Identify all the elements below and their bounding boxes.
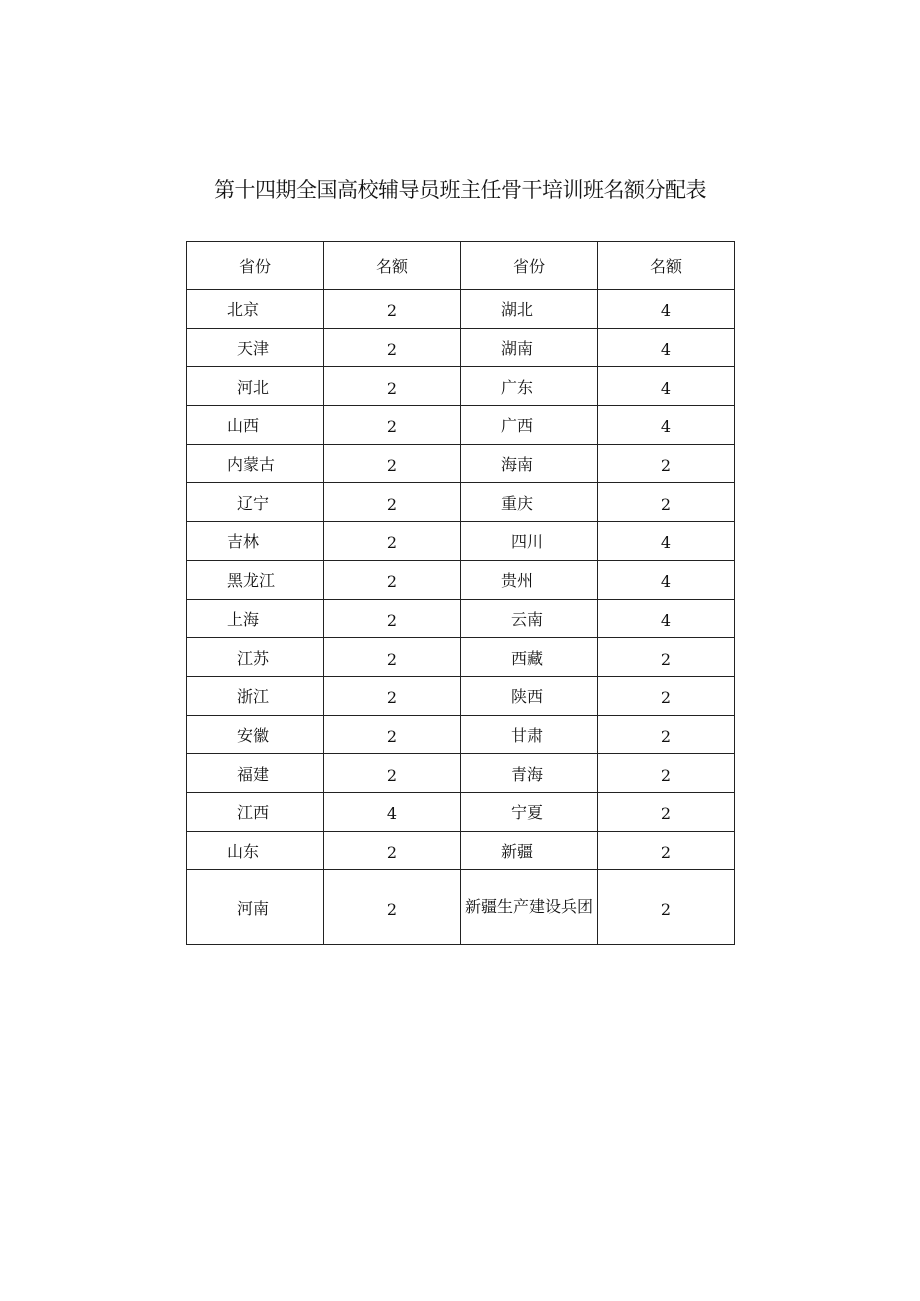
header-province-right: 省份 [461,242,598,290]
left-province: 河北 [187,367,324,406]
right-quota: 2 [598,754,735,793]
right-quota: 4 [598,406,735,445]
left-quota: 2 [324,676,461,715]
left-province: 内蒙古 [187,444,324,483]
left-province: 吉林 [187,522,324,561]
right-province: 云南 [461,599,598,638]
table-row [187,599,735,638]
left-quota: 2 [324,754,461,793]
right-province: 湖北 [461,290,598,329]
right-quota: 2 [598,792,735,831]
quota-allocation-table [186,241,735,945]
left-quota: 2 [324,715,461,754]
left-quota: 2 [324,870,461,945]
table-row [187,831,735,870]
header-quota-right: 名额 [598,242,735,290]
right-province: 甘肃 [461,715,598,754]
table-row [187,870,735,945]
page-title: 第十四期全国高校辅导员班主任骨干培训班名额分配表 [214,178,706,202]
right-quota: 2 [598,638,735,677]
right-province: 陕西 [461,676,598,715]
table-row [187,444,735,483]
table-row [187,367,735,406]
right-province: 广西 [461,406,598,445]
right-quota: 4 [598,328,735,367]
left-quota: 2 [324,599,461,638]
right-quota: 4 [598,599,735,638]
right-quota: 2 [598,483,735,522]
right-province: 贵州 [461,560,598,599]
right-province: 新疆生产建设兵团 [461,870,598,945]
right-province: 四川 [461,522,598,561]
table-row [187,522,735,561]
left-quota: 2 [324,367,461,406]
left-province: 山东 [187,831,324,870]
left-province: 山西 [187,406,324,445]
left-province: 河南 [187,870,324,945]
left-quota: 2 [324,522,461,561]
table-row [187,483,735,522]
table-row [187,560,735,599]
left-quota: 2 [324,290,461,329]
right-quota: 2 [598,444,735,483]
table-row [187,676,735,715]
right-province: 青海 [461,754,598,793]
left-province: 北京 [187,290,324,329]
right-quota: 2 [598,870,735,945]
right-quota: 4 [598,367,735,406]
left-province: 安徽 [187,715,324,754]
left-quota: 2 [324,483,461,522]
right-quota: 2 [598,715,735,754]
table-row [187,328,735,367]
left-quota: 2 [324,831,461,870]
left-province: 江西 [187,792,324,831]
left-province: 辽宁 [187,483,324,522]
left-province: 黑龙江 [187,560,324,599]
table-row [187,638,735,677]
table-row [187,792,735,831]
table-row [187,715,735,754]
header-province-left: 省份 [187,242,324,290]
header-quota-left: 名额 [324,242,461,290]
left-quota: 2 [324,444,461,483]
right-province: 宁夏 [461,792,598,831]
left-quota: 2 [324,328,461,367]
left-quota: 4 [324,792,461,831]
table-row [187,290,735,329]
left-quota: 2 [324,638,461,677]
left-province: 浙江 [187,676,324,715]
table-row [187,406,735,445]
right-quota: 2 [598,831,735,870]
right-province: 西藏 [461,638,598,677]
left-quota: 2 [324,560,461,599]
right-quota: 4 [598,290,735,329]
left-province: 天津 [187,328,324,367]
right-province: 湖南 [461,328,598,367]
right-province: 广东 [461,367,598,406]
table-row [187,754,735,793]
right-province: 重庆 [461,483,598,522]
right-quota: 2 [598,676,735,715]
left-province: 上海 [187,599,324,638]
table-header-row [187,242,735,290]
right-province: 新疆 [461,831,598,870]
right-quota: 4 [598,522,735,561]
left-province: 福建 [187,754,324,793]
right-province: 海南 [461,444,598,483]
left-province: 江苏 [187,638,324,677]
left-quota: 2 [324,406,461,445]
right-quota: 4 [598,560,735,599]
